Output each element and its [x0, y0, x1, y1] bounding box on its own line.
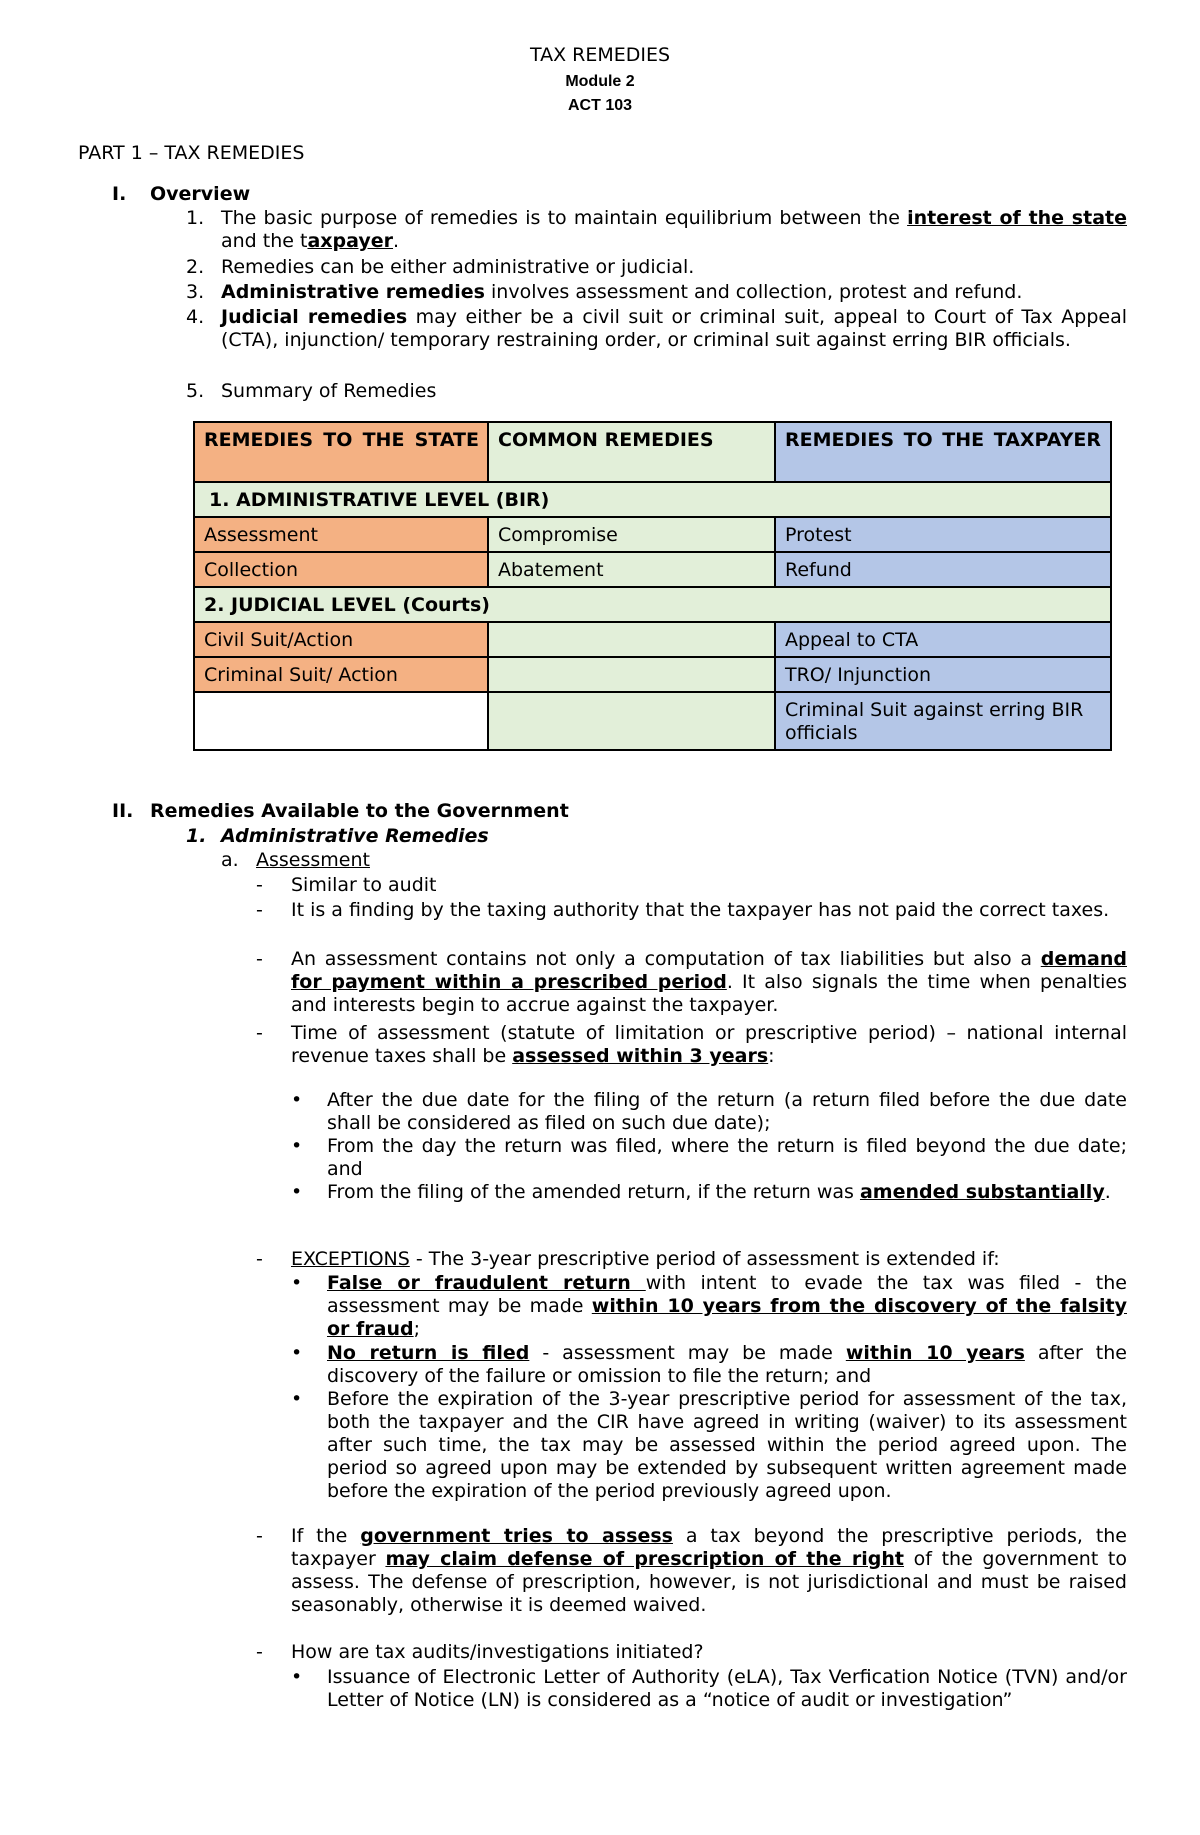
subsection-number: 1. [186, 825, 207, 847]
dash-marker: - [256, 874, 263, 896]
table-cell [194, 692, 488, 750]
bullet-ela-issuance: Issuance of Electronic Letter of Authority (eLA), Tax Verfication Notice (TVN) and/or Letter of Notice (LN) is considered as a “notice of audit or investigation” [327, 1666, 1127, 1711]
exceptions-heading: EXCEPTIONS - The 3-year prescriptive period of assessment is extended if: [291, 1248, 1000, 1270]
table-cell: Compromise [488, 517, 775, 552]
bullet-icon: • [291, 1388, 303, 1410]
exception-fraudulent-return: False or fraudulent return with intent to evade the tax was filed - the assessment may be made within 10 years from the discovery of the falsity or fraud; [327, 1272, 1127, 1340]
section2-heading: Remedies Available to the Government [150, 800, 569, 822]
table-cell [488, 657, 775, 692]
dash-marker: - [256, 1525, 263, 1547]
table-row [194, 692, 1111, 750]
item-number: 3. [186, 281, 205, 303]
module-label: Module 2 [565, 73, 635, 90]
table-cell: Protest [775, 517, 1111, 552]
dash-marker: - [256, 899, 263, 921]
table-section-row [194, 587, 1111, 622]
bullet-icon: • [291, 1089, 303, 1111]
point-audits-question: How are tax audits/investigations initiated? [291, 1641, 704, 1663]
table-cell: Abatement [488, 552, 775, 587]
table-cell: Collection [194, 552, 488, 587]
table-header-row [194, 422, 1111, 482]
table-cell: TRO/ Injunction [775, 657, 1111, 692]
section2-numeral: II. [112, 800, 134, 822]
subsection-heading: Administrative Remedies [221, 825, 489, 847]
table-row [194, 517, 1111, 552]
table-cell: Criminal Suit against erring BIR officials [775, 692, 1111, 750]
item-number: 1. [186, 207, 205, 229]
part1-heading: PART 1 – TAX REMEDIES [78, 142, 305, 164]
table-cell: Criminal Suit/ Action [194, 657, 488, 692]
table-cell [488, 622, 775, 657]
admin-level-label: 1. ADMINISTRATIVE LEVEL (BIR) [194, 482, 1111, 517]
bullet-due-date: After the due date for the filing of the return (a return filed before the due date shall be considered as filed on such due date); [327, 1089, 1127, 1134]
table-row [194, 552, 1111, 587]
point-finding: It is a finding by the taxing authority that the taxpayer has not paid the correct taxes. [291, 899, 1110, 921]
course-code: ACT 103 [567, 97, 633, 114]
table-cell: Refund [775, 552, 1111, 587]
exception-waiver: Before the expiration of the 3-year prescriptive period for assessment of the tax, both the taxpayer and the CIR have agreed in writing (waiver) to its assessment after such time, the tax may be assessed within the period agreed upon. The period so agreed upon may be extended by subsequent written agreement made before the expiration of the period previously agreed upon. [327, 1388, 1127, 1502]
bullet-icon: • [291, 1272, 303, 1294]
dash-marker: - [256, 1641, 263, 1663]
point-similar-to-audit: Similar to audit [291, 874, 437, 896]
point-time-of-assessment: Time of assessment (statute of limitation or prescriptive period) – national internal revenue taxes shall be assessed within 3 years: [291, 1022, 1127, 1067]
bullet-icon: • [291, 1181, 303, 1203]
assessment-heading: Assessment [256, 849, 370, 871]
bullet-return-filed: From the day the return was filed, where the return is filed beyond the due date; and [327, 1135, 1127, 1180]
item-number: 4. [186, 306, 205, 328]
point-assessment-contents: An assessment contains not only a computation of tax liabilities but also a demand for payment within a prescribed period. It also signals the time when penalties and interests begin to accrue against the taxpayer. [291, 948, 1127, 1016]
overview-item-3: Administrative remedies involves assessment and collection, protest and refund. [221, 281, 1023, 303]
table-cell: Civil Suit/Action [194, 622, 488, 657]
item-letter: a. [221, 849, 239, 871]
document-title: TAX REMEDIES [529, 44, 671, 66]
exception-no-return: No return is filed - assessment may be made within 10 years after the discovery of the failure or omission to file the return; and [327, 1342, 1127, 1387]
judicial-level-label: 2. JUDICIAL LEVEL (Courts) [194, 587, 1111, 622]
dash-marker: - [256, 948, 263, 970]
table-section-row [194, 482, 1111, 517]
table-cell: Assessment [194, 517, 488, 552]
table-row [194, 622, 1111, 657]
bullet-amended-return: From the filing of the amended return, if the return was amended substantially. [327, 1181, 1111, 1203]
bullet-icon: • [291, 1666, 303, 1688]
overview-item-5: Summary of Remedies [221, 380, 437, 402]
bullet-icon: • [291, 1342, 303, 1364]
dash-marker: - [256, 1248, 263, 1270]
bullet-icon: • [291, 1135, 303, 1157]
table-cell [488, 692, 775, 750]
table-row [194, 657, 1111, 692]
table-header-cell: COMMON REMEDIES [488, 422, 775, 482]
overview-item-2: Remedies can be either administrative or judicial. [221, 256, 695, 278]
overview-item-4: Judicial remedies may either be a civil suit or criminal suit, appeal to Court of Tax Appeal (CTA), injunction/ temporary restraining order, or criminal suit against erring BIR officials. [221, 306, 1127, 351]
overview-item-1: The basic purpose of remedies is to maintain equilibrium between the interest of the state and the taxpayer. [221, 207, 1127, 252]
table-header-cell: REMEDIES TO THE TAXPAYER [775, 422, 1111, 482]
overview-heading: Overview [150, 183, 251, 205]
dash-marker: - [256, 1022, 263, 1044]
point-prescription-defense: If the government tries to assess a tax beyond the prescriptive periods, the taxpayer may claim defense of prescription of the right of the government to assess. The defense of prescription, however, is not jurisdictional and must be raised seasonably, otherwise it is deemed waived. [291, 1525, 1127, 1616]
item-number: 5. [186, 380, 205, 402]
item-number: 2. [186, 256, 205, 278]
table-cell: Appeal to CTA [775, 622, 1111, 657]
table-header-cell: REMEDIES TO THE STATE [194, 422, 488, 482]
overview-numeral: I. [112, 183, 127, 205]
remedies-summary-table [193, 421, 1112, 751]
